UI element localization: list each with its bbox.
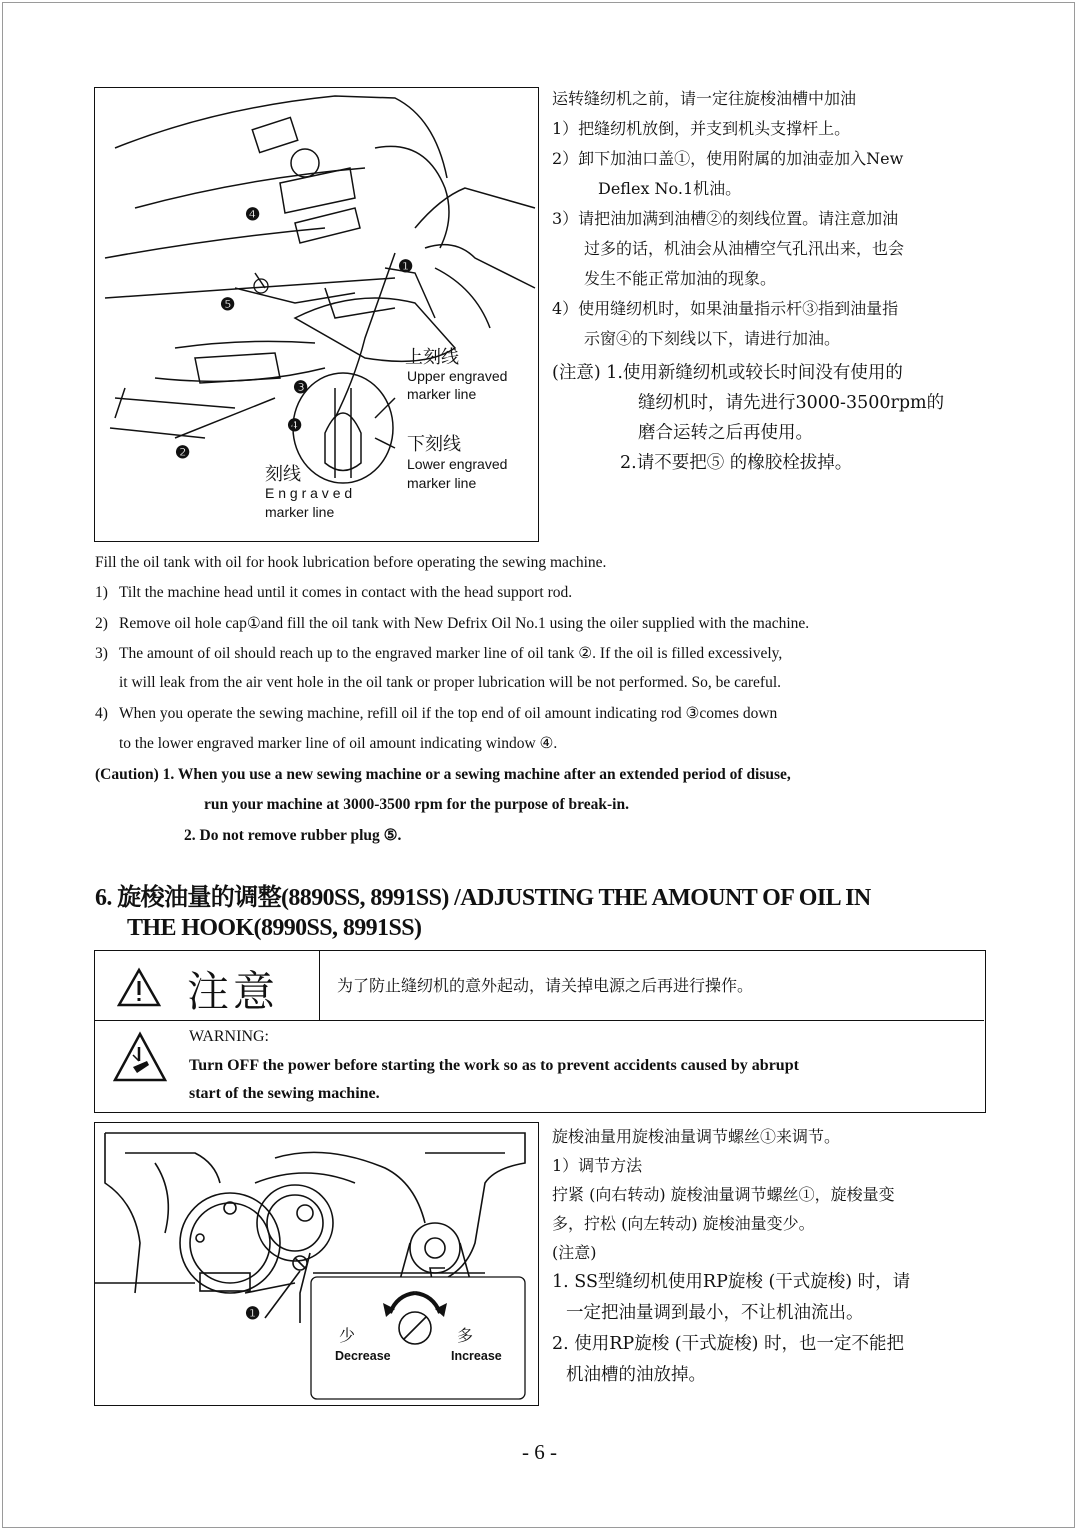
cn-caution-2: 缝纫机时，请先进行3000-3500rpm的 [638,393,945,413]
lower-marker-en-1: Lower engraved [407,456,508,472]
marker-1: ❶ [398,257,414,276]
english-item-2 [95,614,995,633]
bottom-cn-line-5: (注意) [552,1243,597,1262]
warning-cn-title: 注意 [187,967,280,1016]
page-number: - 6 - [522,1440,557,1464]
item-number: 3) [95,645,108,662]
section-title-line-1: 6. 旋梭油量的调整(8890SS, 8991SS) /ADJUSTING THE AMOUNT OF OIL IN [95,885,871,911]
oil-tank-figure [94,87,539,542]
bottom-cn-line-1: 旋梭油量用旋梭油量调节螺丝①来调节。 [552,1127,841,1146]
marker-4b: ❹ [287,416,303,435]
marker-2: ❷ [175,443,191,462]
marker-4: ❹ [245,205,261,224]
item-text: The amount of oil should reach up to the engraved marker line of oil tank ②. If the oil is filled excessively, [119,645,783,662]
bottom-cn-line-2: 1）调节方法 [552,1156,643,1175]
item-text: Tilt the machine head until it comes in contact with the head support rod. [119,584,573,601]
hook-illustration [95,1123,537,1404]
upper-marker-en-2: marker line [407,386,477,402]
cn-item-3c: 发生不能正常加油的现象。 [584,269,777,288]
cn-item-3: 3）请把油加满到油槽②的刻线位置。请注意加油 [552,209,899,228]
marker-1: ❶ [245,1304,261,1323]
bottom-cn-line-8: 2. 使用RP旋梭 (干式旋梭) 时，也一定不能把 [552,1334,904,1354]
bottom-cn-line-3: 拧紧 (向右转动) 旋梭油量调节螺丝①，旋梭量变 [552,1185,895,1204]
engraved-marker-en-2: marker line [265,504,335,520]
hook-oil-figure [94,1122,539,1406]
engraved-marker-en-1: E n g r a v e d [265,485,353,501]
bottom-cn-line-7: 一定把油量调到最小，不让机油流出。 [566,1303,864,1323]
cn-heading: 运转缝纫机之前，请一定往旋梭油槽中加油 [552,89,857,108]
cn-item-4: 4）使用缝纫机时，如果油量指示杆③指到油量指 [552,299,899,318]
english-caution-3: 2. Do not remove rubber plug ⑤. [184,827,402,844]
item-number: 2) [95,615,108,632]
cn-caution-4: 2.请不要把⑤ 的橡胶栓拔掉。 [620,453,853,473]
less-cn: 少 [339,1328,356,1345]
more-cn: 多 [457,1328,474,1345]
item-text: When you operate the sewing machine, refill oil if the top end of oil amount indicating rod ③comes down [119,705,778,722]
marker-5: ❺ [220,295,236,314]
bottom-cn-line-4: 多，拧松 (向左转动) 旋梭油量变少。 [552,1214,815,1233]
hand-warning-icon [113,1031,167,1083]
upper-marker-cn: 上刻线 [405,347,459,367]
cn-caution-1: (注意) 1.使用新缝纫机或较长时间没有使用的 [552,363,903,383]
cn-item-2b: Deflex No.1机油。 [598,179,742,198]
bottom-cn-line-9: 机油槽的油放掉。 [566,1365,706,1385]
warning-en-text-1: Turn OFF the power before starting the work so as to prevent accidents caused by abrupt [189,1057,799,1074]
item-text: Remove oil hole cap①and fill the oil tank with New Defrix Oil No.1 using the oiler supplied with the machine. [119,615,810,632]
bottom-cn-text [552,1122,992,1391]
english-intro: Fill the oil tank with oil for hook lubrication before operating the sewing machine. [95,554,607,571]
increase-label: Increase [451,1349,502,1363]
item-number: 4) [95,705,108,722]
warning-triangle-icon [117,967,161,1007]
item-text: to the lower engraved marker line of oil amount indicating window ④. [119,735,558,752]
english-item-3 [95,644,995,663]
english-item-3-cont [95,674,995,692]
bottom-cn-line-6: 1. SS型缝纫机使用RP旋梭 (干式旋梭) 时，请 [552,1272,911,1292]
english-item-4 [95,704,995,723]
top-cn-text [552,84,992,478]
engraved-marker-cn: 刻线 [265,464,301,484]
english-item-4-cont [95,734,995,753]
lower-marker-cn: 下刻线 [407,434,461,454]
upper-marker-en-1: Upper engraved [407,368,508,384]
section-title-line-2: THE HOOK(8990SS, 8991SS) [127,915,422,941]
marker-3: ❸ [293,378,309,397]
warning-box [94,950,986,1113]
oil-tank-illustration [95,88,537,540]
english-item-1 [95,584,995,602]
english-caution-2: run your machine at 3000-3500 rpm for the purpose of break-in. [204,796,629,813]
warning-cn-text: 为了防止缝纫机的意外起动，请关掉电源之后再进行操作。 [337,976,754,995]
item-number: 1) [95,584,108,601]
cn-item-4b: 示窗④的下刻线以下，请进行加油。 [584,329,841,348]
lower-marker-en-2: marker line [407,475,477,491]
warning-cn-cell [95,951,320,1020]
warning-en-title: WARNING: [189,1028,269,1045]
decrease-label: Decrease [335,1349,391,1363]
warning-top-row [95,951,984,1021]
english-caution-1: (Caution) 1. When you use a new sewing machine or a sewing machine after an extended period of disuse, [95,766,791,783]
cn-item-1: 1）把缝纫机放倒，并支到机头支撑杆上。 [552,119,851,138]
cn-caution-3: 磨合运转之后再使用。 [638,423,813,443]
warning-en-text-2: start of the sewing machine. [189,1085,380,1102]
cn-item-3b: 过多的话，机油会从油槽空气孔汛出来，也会 [584,239,905,258]
cn-item-2: 2）卸下加油口盖①，使用附属的加油壶加入New [552,149,904,168]
item-text: it will leak from the air vent hole in the oil tank or proper lubrication will be not performed. So, be careful. [119,674,781,691]
